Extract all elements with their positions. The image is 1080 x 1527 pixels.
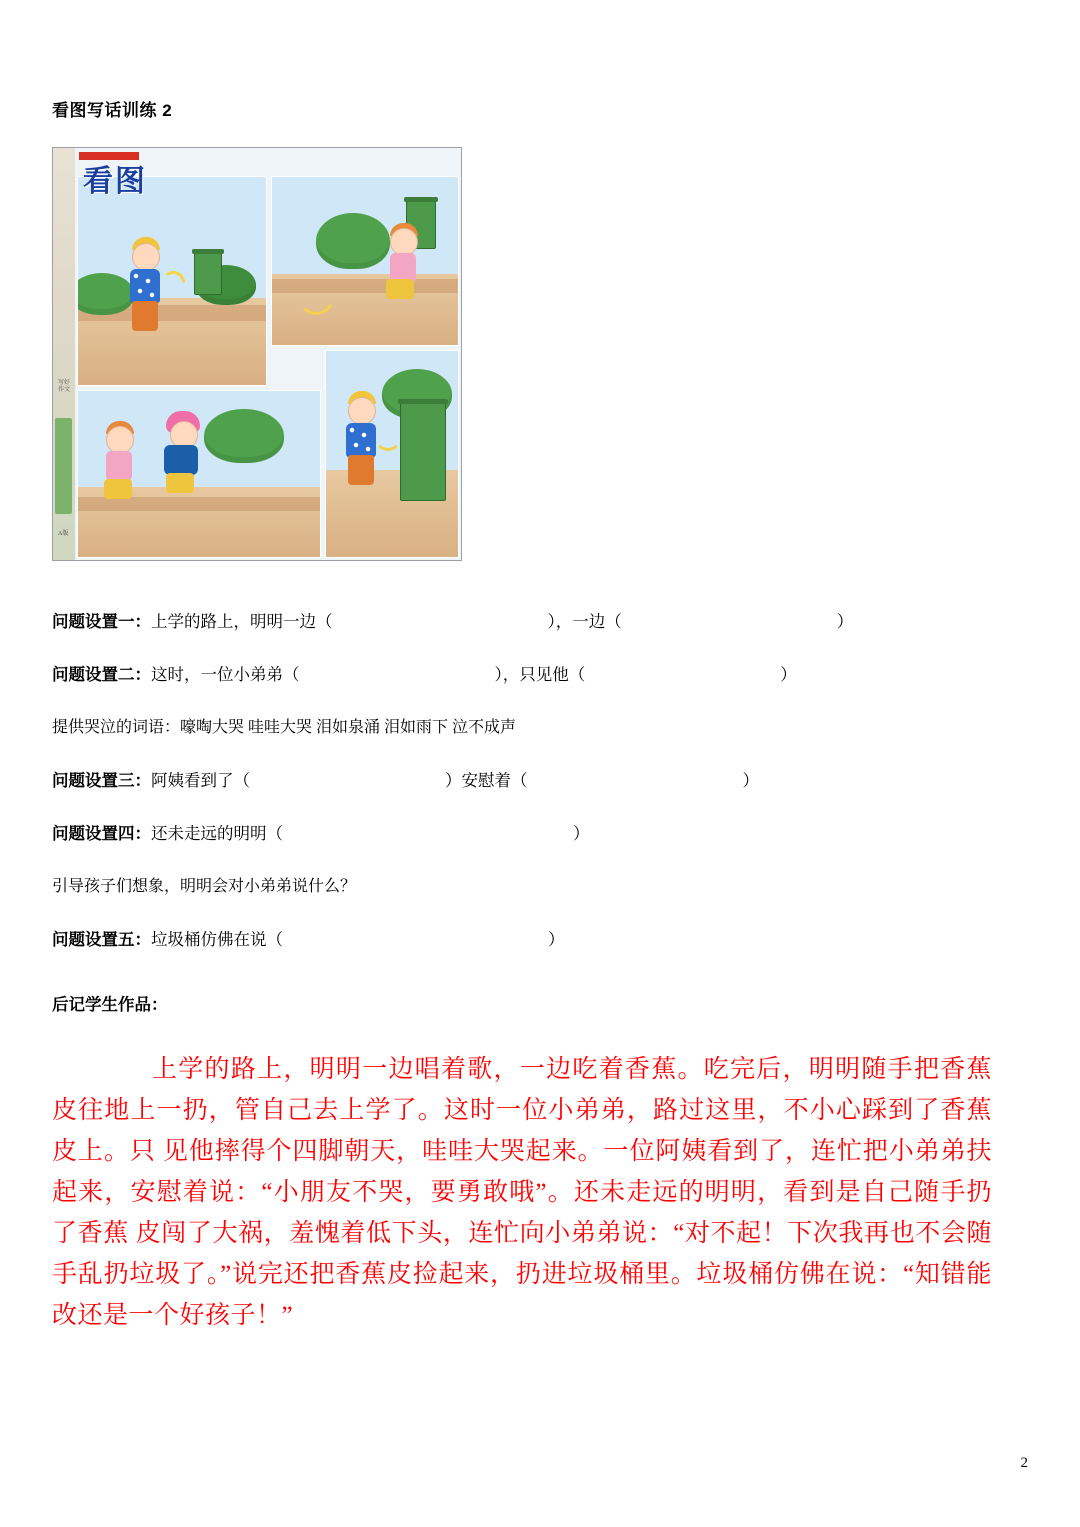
comic-panel-3 [77, 390, 321, 558]
question-1-text-3: ） [836, 612, 854, 631]
question-2-text-1: 这时，一位小弟弟（ [151, 665, 300, 684]
panel1-trash-bin [194, 253, 222, 295]
comic-illustration [52, 147, 462, 561]
question-5-label: 问题设置五： [52, 931, 151, 949]
panel1-bush-left [77, 273, 134, 315]
postscript-label: 后记学生作品： [52, 996, 168, 1014]
question-4-label: 问题设置四： [52, 825, 151, 843]
comic-panel-1 [77, 176, 267, 386]
question-3-label: 问题设置三： [52, 772, 151, 790]
panel4-trash-bin [400, 403, 446, 501]
panel2-path [272, 279, 458, 293]
comic-heading: 看图 [83, 165, 147, 198]
question-3-text-3: ） [742, 771, 759, 790]
spine-label-top: 写好作文 [57, 380, 70, 393]
comic-panel-4 [325, 350, 459, 558]
book-spine [53, 148, 76, 560]
question-4-text-1: 还未走远的明明（ [151, 824, 283, 843]
spine-label-bottom: A版 [58, 531, 69, 537]
crying-words-note: 提供哭泣的词语：嚎啕大哭 哇哇大哭 泪如泉涌 泪如雨下 泣不成声 [52, 719, 517, 736]
question-4-text-2: ） [573, 824, 590, 843]
comic-sheet [75, 148, 461, 560]
page-number: 2 [1020, 1455, 1028, 1471]
question-2-label: 问题设置二： [52, 666, 151, 684]
comic-panel-2 [271, 176, 459, 346]
question-1-text-1: 上学的路上，明明一边（ [151, 612, 333, 631]
question-2 [52, 662, 1028, 688]
page-title: 看图写话训练 2 [52, 101, 173, 120]
question-5-text-1: 垃圾桶仿佛在说（ [151, 930, 283, 949]
document-content [52, 0, 1028, 1336]
spine-color-band [55, 418, 72, 514]
panel3-path [78, 497, 320, 511]
panel3-bush [204, 409, 284, 463]
imagine-prompt-note: 引导孩子们想象，明明会对小弟弟说什么？ [52, 878, 357, 895]
question-1-text-2: ），一边（ [547, 612, 622, 631]
question-1-label: 问题设置一： [52, 613, 151, 631]
question-4 [52, 821, 1028, 847]
question-1 [52, 609, 1028, 635]
question-2-text-3: ） [780, 665, 797, 684]
question-5-text-2: ） [548, 930, 565, 949]
question-2-text-2: ），只见他（ [494, 665, 586, 684]
question-5 [52, 927, 1028, 953]
panel2-bush [316, 213, 390, 269]
question-block [52, 609, 1028, 953]
question-3 [52, 768, 1028, 794]
student-work-text: 上学的路上，明明一边唱着歌，一边吃着香蕉。吃完后，明明随手把香蕉皮往地上一扔，管自己去上学了。这时一位小弟弟，路过这里，不小心踩到了香蕉皮上。只 见他摔得个四脚朝天，哇哇大哭起来。一位阿姨看到了，连忙把小弟弟扶起来，安慰着说：“小朋友不哭，要勇敢哦”。还未走远的明明，看到是自己随手扔了香蕉 皮闯了大祸，羞愧着低下头，连忙向小弟弟说：“对不起！下次我再也不会随手乱扔垃圾了。”说完还把香蕉皮捡起来，扔进垃圾桶里。垃圾桶仿佛在说：“知错能 改还是一个好孩子！” [52, 1056, 992, 1329]
question-3-text-1: 阿姨看到了（ [151, 771, 250, 790]
question-3-text-2: ）安慰着（ [445, 771, 528, 790]
